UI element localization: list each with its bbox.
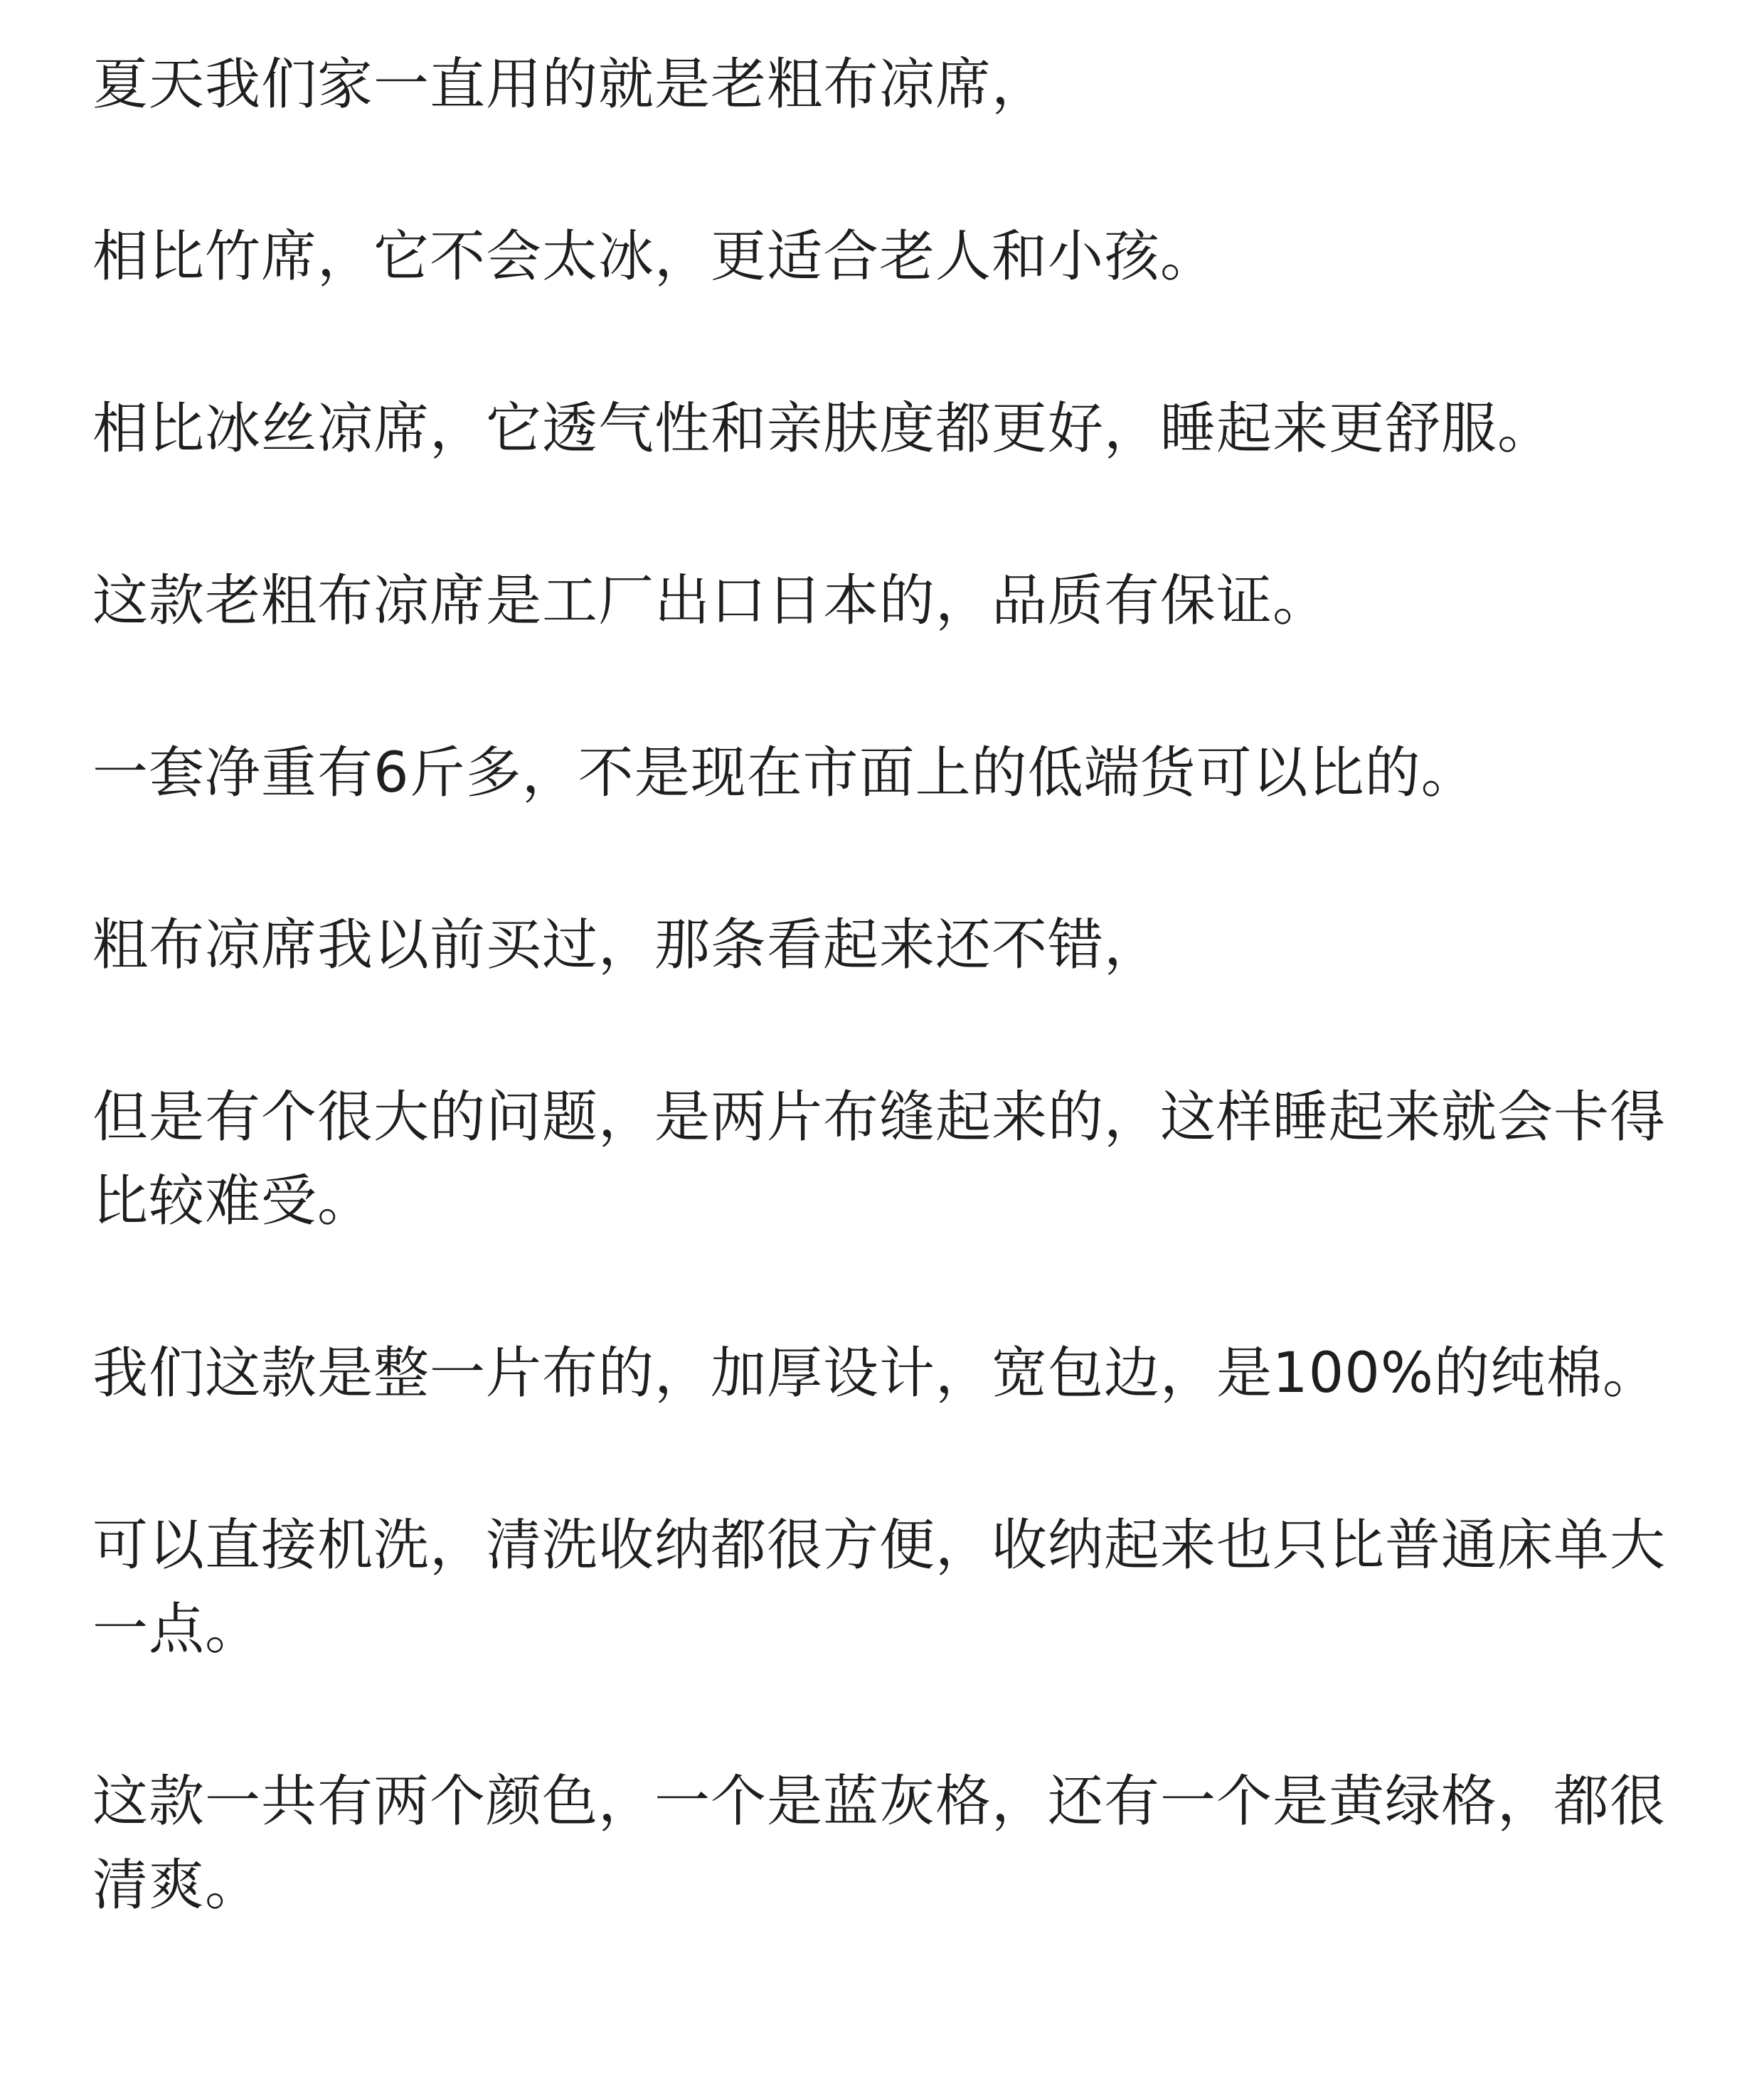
paragraph-6: 粗布凉席我以前买过，那条看起来还不错， [92, 913, 1161, 977]
paragraph-2: 相比竹席，它不会太冰，更适合老人和小孩。 [92, 225, 1217, 289]
article-body [92, 43, 1679, 1927]
paragraph-7: 但是有个很大的问题，是两片布缝起来的，这样睡起来就会卡得比较难受。 [92, 1085, 1667, 1233]
paragraph-8: 我们这款是整一片布的，加厚设计，宽包边，是100%的纯棉。 [92, 1341, 1659, 1405]
paragraph-9: 可以直接机洗，清洗收纳都很方便，收纳起来也只比普通床单大一点。 [92, 1514, 1667, 1661]
paragraph-3: 相比冰丝凉席，它透气性和亲肤度都更好，睡起来更舒服。 [92, 397, 1554, 461]
paragraph-1: 夏天我们家一直用的就是老粗布凉席， [92, 53, 1048, 117]
paragraph-10: 这款一共有两个颜色，一个是蓝灰格，还有一个是黄绿格，都很清爽。 [92, 1770, 1667, 1918]
paragraph-5: 一套净重有6斤多，不是现在市面上的低端货可以比的。 [92, 741, 1477, 805]
paragraph-4: 这款老粗布凉席是工厂出口日本的，品质有保证。 [92, 569, 1329, 633]
